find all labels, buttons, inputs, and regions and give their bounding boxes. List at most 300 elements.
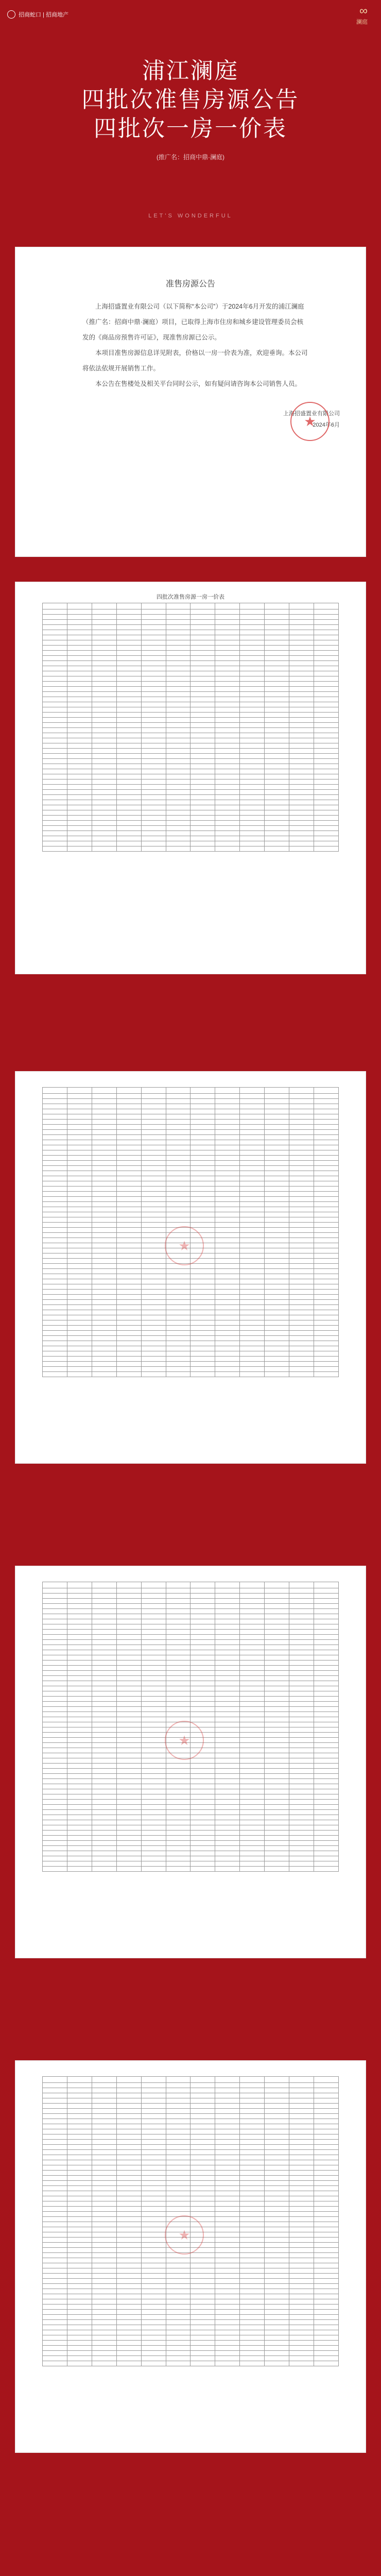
table-cell (166, 1212, 190, 1217)
table-cell (314, 1851, 338, 1856)
table-cell (43, 2155, 67, 2160)
table-cell (43, 2160, 67, 2165)
table-cell (166, 1140, 190, 1145)
table-cell (265, 1851, 289, 1856)
table-cell (166, 1582, 190, 1588)
table-row (43, 646, 339, 651)
table-cell (166, 1645, 190, 1650)
table-cell (92, 2284, 116, 2289)
table-cell (166, 728, 190, 733)
table-row (43, 2104, 339, 2109)
table-cell (116, 2351, 141, 2356)
table-cell (240, 2335, 265, 2341)
table-row (43, 1125, 339, 1130)
table-cell (240, 2341, 265, 2346)
table-cell (166, 1650, 190, 1655)
table-cell (116, 841, 141, 846)
table-cell (92, 1655, 116, 1660)
table-cell (289, 676, 314, 682)
table-cell (314, 1727, 338, 1733)
table-cell (314, 646, 338, 651)
table-cell (92, 779, 116, 785)
table-cell (67, 1676, 92, 1681)
table-cell (116, 2346, 141, 2351)
table-cell (141, 1666, 166, 1671)
table-cell (314, 620, 338, 625)
table-cell (116, 2212, 141, 2217)
table-cell (190, 2361, 215, 2366)
table-cell (215, 609, 240, 615)
table-cell (289, 1769, 314, 1774)
table-cell (215, 816, 240, 821)
table-cell (289, 1161, 314, 1166)
table-cell (265, 1697, 289, 1702)
table-cell (190, 1326, 215, 1331)
table-cell (190, 2351, 215, 2356)
table-cell (190, 2109, 215, 2114)
table-cell (92, 1243, 116, 1248)
table-cell (240, 1217, 265, 1223)
table-cell (116, 733, 141, 738)
table-cell (43, 769, 67, 774)
table-cell (215, 1341, 240, 1346)
table-cell (67, 603, 92, 609)
table-cell (92, 1171, 116, 1176)
table-cell (190, 1274, 215, 1279)
table-row (43, 2171, 339, 2176)
table-cell (43, 1310, 67, 1315)
table-cell (240, 707, 265, 713)
table-cell (314, 1588, 338, 1594)
brand-right (356, 5, 368, 26)
table-cell (289, 1702, 314, 1707)
table-cell (116, 1758, 141, 1764)
table-cell (240, 1253, 265, 1259)
table-cell (92, 682, 116, 687)
table-cell (141, 1192, 166, 1197)
table-cell (215, 2119, 240, 2124)
table-cell (141, 1624, 166, 1630)
table-cell (265, 831, 289, 836)
table-cell (289, 1800, 314, 1805)
table-cell (43, 2294, 67, 2299)
table-cell (141, 1187, 166, 1192)
table-cell (141, 1743, 166, 1748)
table-cell (141, 2341, 166, 2346)
table-cell (67, 1609, 92, 1614)
table-cell (289, 1738, 314, 1743)
table-cell (240, 1722, 265, 1727)
table-cell (92, 1202, 116, 1207)
table-cell (67, 2207, 92, 2212)
table-cell (240, 779, 265, 785)
table-cell (116, 1815, 141, 1820)
table-cell (141, 1109, 166, 1114)
table-cell (314, 1135, 338, 1140)
table-cell (67, 1156, 92, 1161)
table-cell (289, 1130, 314, 1135)
table-cell (190, 1088, 215, 1094)
table-cell (116, 2088, 141, 2093)
table-cell (314, 1212, 338, 1217)
table-cell (265, 2361, 289, 2366)
table-cell (166, 1861, 190, 1867)
table-row (43, 2351, 339, 2356)
table-cell (289, 846, 314, 852)
table-cell (314, 2330, 338, 2335)
table-cell (67, 2093, 92, 2098)
table-row (43, 1820, 339, 1825)
table-cell (289, 635, 314, 640)
table-cell (265, 2243, 289, 2248)
table-cell (314, 1697, 338, 1702)
table-cell (190, 841, 215, 846)
table-cell (215, 1088, 240, 1094)
table-cell (215, 713, 240, 718)
table-cell (67, 1253, 92, 1259)
table-row (43, 1655, 339, 1660)
table-cell (166, 2119, 190, 2124)
table-cell (116, 2124, 141, 2129)
table-cell (240, 826, 265, 831)
table-row (43, 2346, 339, 2351)
table-cell (67, 805, 92, 810)
table-cell (240, 1295, 265, 1300)
table-cell (116, 1779, 141, 1784)
table-cell (190, 2083, 215, 2088)
table-cell (141, 1357, 166, 1362)
table-cell (190, 1264, 215, 1269)
table-cell (43, 1135, 67, 1140)
table-cell (215, 1686, 240, 1691)
table-cell (289, 1666, 314, 1671)
table-cell (166, 2351, 190, 2356)
table-cell (190, 2171, 215, 2176)
table-cell (314, 656, 338, 661)
table-row (43, 1861, 339, 1867)
table-cell (92, 1686, 116, 1691)
table-cell (141, 2140, 166, 2145)
table-cell (43, 1346, 67, 1351)
table-cell (116, 2274, 141, 2279)
table-cell (67, 676, 92, 682)
table-row (43, 1645, 339, 1650)
table-cell (92, 795, 116, 800)
table-cell (289, 1789, 314, 1794)
table-cell (116, 2248, 141, 2253)
table-cell (43, 676, 67, 682)
table-cell (116, 1604, 141, 1609)
table-cell (166, 1614, 190, 1619)
table-cell (190, 733, 215, 738)
table-cell (141, 2310, 166, 2315)
table-cell (265, 2196, 289, 2201)
table-cell (166, 1372, 190, 1377)
table-cell (190, 1212, 215, 1217)
table-cell (116, 1114, 141, 1120)
table-cell (215, 2299, 240, 2304)
table-cell (314, 687, 338, 692)
table-cell (289, 2315, 314, 2320)
table-cell (67, 2248, 92, 2253)
table-row (43, 1841, 339, 1846)
table-cell (67, 1686, 92, 1691)
table-cell (92, 2145, 116, 2150)
table-cell (141, 1202, 166, 1207)
table-cell (116, 1738, 141, 1743)
table-cell (141, 661, 166, 666)
table-cell (116, 1810, 141, 1815)
table-cell (240, 676, 265, 682)
table-cell (116, 790, 141, 795)
table-cell (215, 1702, 240, 1707)
table-cell (215, 1156, 240, 1161)
table-cell (67, 1120, 92, 1125)
table-cell (116, 1645, 141, 1650)
table-cell (215, 1645, 240, 1650)
table-cell (67, 1104, 92, 1109)
table-cell (190, 1820, 215, 1825)
table-cell (43, 697, 67, 702)
table-cell (289, 1645, 314, 1650)
table-cell (289, 2361, 314, 2366)
table-cell (67, 1187, 92, 1192)
table-cell (190, 836, 215, 841)
table-cell (289, 2346, 314, 2351)
table-cell (190, 1171, 215, 1176)
table-cell (67, 1212, 92, 1217)
table-cell (141, 1712, 166, 1717)
table-cell (43, 2274, 67, 2279)
table-cell (141, 656, 166, 661)
table-cell (92, 2294, 116, 2299)
table-cell (215, 1351, 240, 1357)
table-cell (116, 2335, 141, 2341)
table-cell (240, 2176, 265, 2181)
table-cell (116, 2160, 141, 2165)
table-cell (190, 1331, 215, 1336)
table-cell (240, 1259, 265, 1264)
table-cell (43, 1357, 67, 1362)
table-cell (240, 1841, 265, 1846)
table-cell (166, 795, 190, 800)
table-cell (92, 1223, 116, 1228)
table-cell (215, 635, 240, 640)
table-cell (190, 630, 215, 635)
table-cell (240, 2083, 265, 2088)
table-cell (141, 1604, 166, 1609)
table-cell (314, 1202, 338, 1207)
table-cell (240, 2330, 265, 2335)
table-cell (92, 1614, 116, 1619)
table-cell (116, 2361, 141, 2366)
table-cell (166, 2171, 190, 2176)
table-cell (240, 1346, 265, 1351)
table-cell (92, 1717, 116, 1722)
table-row (43, 2114, 339, 2119)
table-cell (289, 1176, 314, 1181)
table-cell (289, 1125, 314, 1130)
table-cell (215, 615, 240, 620)
table-cell (92, 743, 116, 749)
table-cell (43, 2171, 67, 2176)
table-cell (265, 1104, 289, 1109)
table-cell (43, 1671, 67, 1676)
table-row (43, 718, 339, 723)
table-cell (116, 1707, 141, 1712)
table-cell (116, 1800, 141, 1805)
table-cell (289, 1171, 314, 1176)
table-cell (190, 2299, 215, 2304)
table-cell (43, 1264, 67, 1269)
table-cell (67, 1784, 92, 1789)
table-cell (43, 640, 67, 646)
table-cell (67, 1346, 92, 1351)
table-cell (215, 2165, 240, 2171)
table-cell (141, 2119, 166, 2124)
table-cell (190, 2253, 215, 2258)
table-cell (314, 1253, 338, 1259)
table-cell (215, 1582, 240, 1588)
table-cell (43, 1588, 67, 1594)
table-cell (141, 2361, 166, 2366)
table-cell (215, 1130, 240, 1135)
table-cell (240, 620, 265, 625)
table-cell (289, 2263, 314, 2268)
table-row (43, 790, 339, 795)
table-cell (116, 2320, 141, 2325)
table-cell (141, 1243, 166, 1248)
table-cell (166, 1135, 190, 1140)
table-cell (289, 1856, 314, 1861)
table-cell (92, 1681, 116, 1686)
table-cell (240, 646, 265, 651)
table-cell (116, 2284, 141, 2289)
table-cell (289, 1145, 314, 1150)
table-cell (314, 1161, 338, 1166)
table-cell (141, 1197, 166, 1202)
table-cell (289, 836, 314, 841)
table-cell (166, 2129, 190, 2134)
table-row (43, 2315, 339, 2320)
table-cell (141, 1769, 166, 1774)
table-cell (265, 1867, 289, 1872)
table-cell (43, 1650, 67, 1655)
table-cell (265, 1604, 289, 1609)
table-row (43, 2268, 339, 2274)
table-cell (141, 635, 166, 640)
table-row (43, 1094, 339, 1099)
table-cell (67, 2284, 92, 2289)
table-cell (314, 1836, 338, 1841)
table-cell (92, 1150, 116, 1156)
table-cell (43, 651, 67, 656)
table-cell (92, 1295, 116, 1300)
table-cell (141, 1582, 166, 1588)
table-cell (67, 640, 92, 646)
table-cell (116, 2093, 141, 2098)
table-cell (215, 2077, 240, 2083)
table-cell (43, 2356, 67, 2361)
table-cell (265, 1269, 289, 1274)
table-cell (67, 1748, 92, 1753)
table-cell (43, 795, 67, 800)
table-cell (190, 1697, 215, 1702)
table-cell (141, 1145, 166, 1150)
table-cell (289, 816, 314, 821)
table-cell (240, 743, 265, 749)
table-cell (43, 2320, 67, 2325)
table-cell (265, 661, 289, 666)
table-cell (190, 1310, 215, 1315)
table-cell (215, 2181, 240, 2186)
table-cell (289, 1341, 314, 1346)
table-cell (43, 2093, 67, 2098)
table-cell (92, 1181, 116, 1187)
table-cell (141, 1630, 166, 1635)
table-cell (92, 1712, 116, 1717)
table-cell (314, 2119, 338, 2124)
table-cell (92, 2279, 116, 2284)
table-cell (166, 1161, 190, 1166)
table-cell (116, 1655, 141, 1660)
table-cell (166, 2155, 190, 2160)
table-cell (215, 2207, 240, 2212)
table-cell (92, 1856, 116, 1861)
table-cell (92, 1841, 116, 1846)
table-cell (265, 1609, 289, 1614)
table-cell (265, 790, 289, 795)
table-cell (67, 2330, 92, 2335)
table-cell (240, 1202, 265, 1207)
table-cell (116, 1305, 141, 1310)
table-cell (265, 1243, 289, 1248)
table-cell (43, 836, 67, 841)
table-cell (67, 1248, 92, 1253)
table-cell (289, 1228, 314, 1233)
table-cell (141, 1836, 166, 1841)
table-cell (289, 1351, 314, 1357)
table-row (43, 1295, 339, 1300)
table-cell (166, 846, 190, 852)
table-cell (43, 1774, 67, 1779)
table-cell (43, 635, 67, 640)
table-cell (116, 1176, 141, 1181)
table-cell (240, 1784, 265, 1789)
table-cell (166, 1794, 190, 1800)
table-cell (314, 1284, 338, 1290)
table-cell (141, 1619, 166, 1624)
table-cell (92, 2320, 116, 2325)
table-cell (289, 713, 314, 718)
table-row (43, 1671, 339, 1676)
table-cell (265, 2150, 289, 2155)
table-cell (215, 1125, 240, 1130)
table-cell (166, 1207, 190, 1212)
table-cell (314, 2104, 338, 2109)
table-cell (289, 1310, 314, 1315)
table-cell (190, 646, 215, 651)
table-cell (265, 692, 289, 697)
table-cell (166, 2258, 190, 2263)
table-cell (314, 2320, 338, 2325)
table-cell (166, 1279, 190, 1284)
table-cell (67, 1805, 92, 1810)
table-cell (141, 1753, 166, 1758)
table-cell (67, 836, 92, 841)
table-cell (289, 800, 314, 805)
table-cell (116, 2119, 141, 2124)
